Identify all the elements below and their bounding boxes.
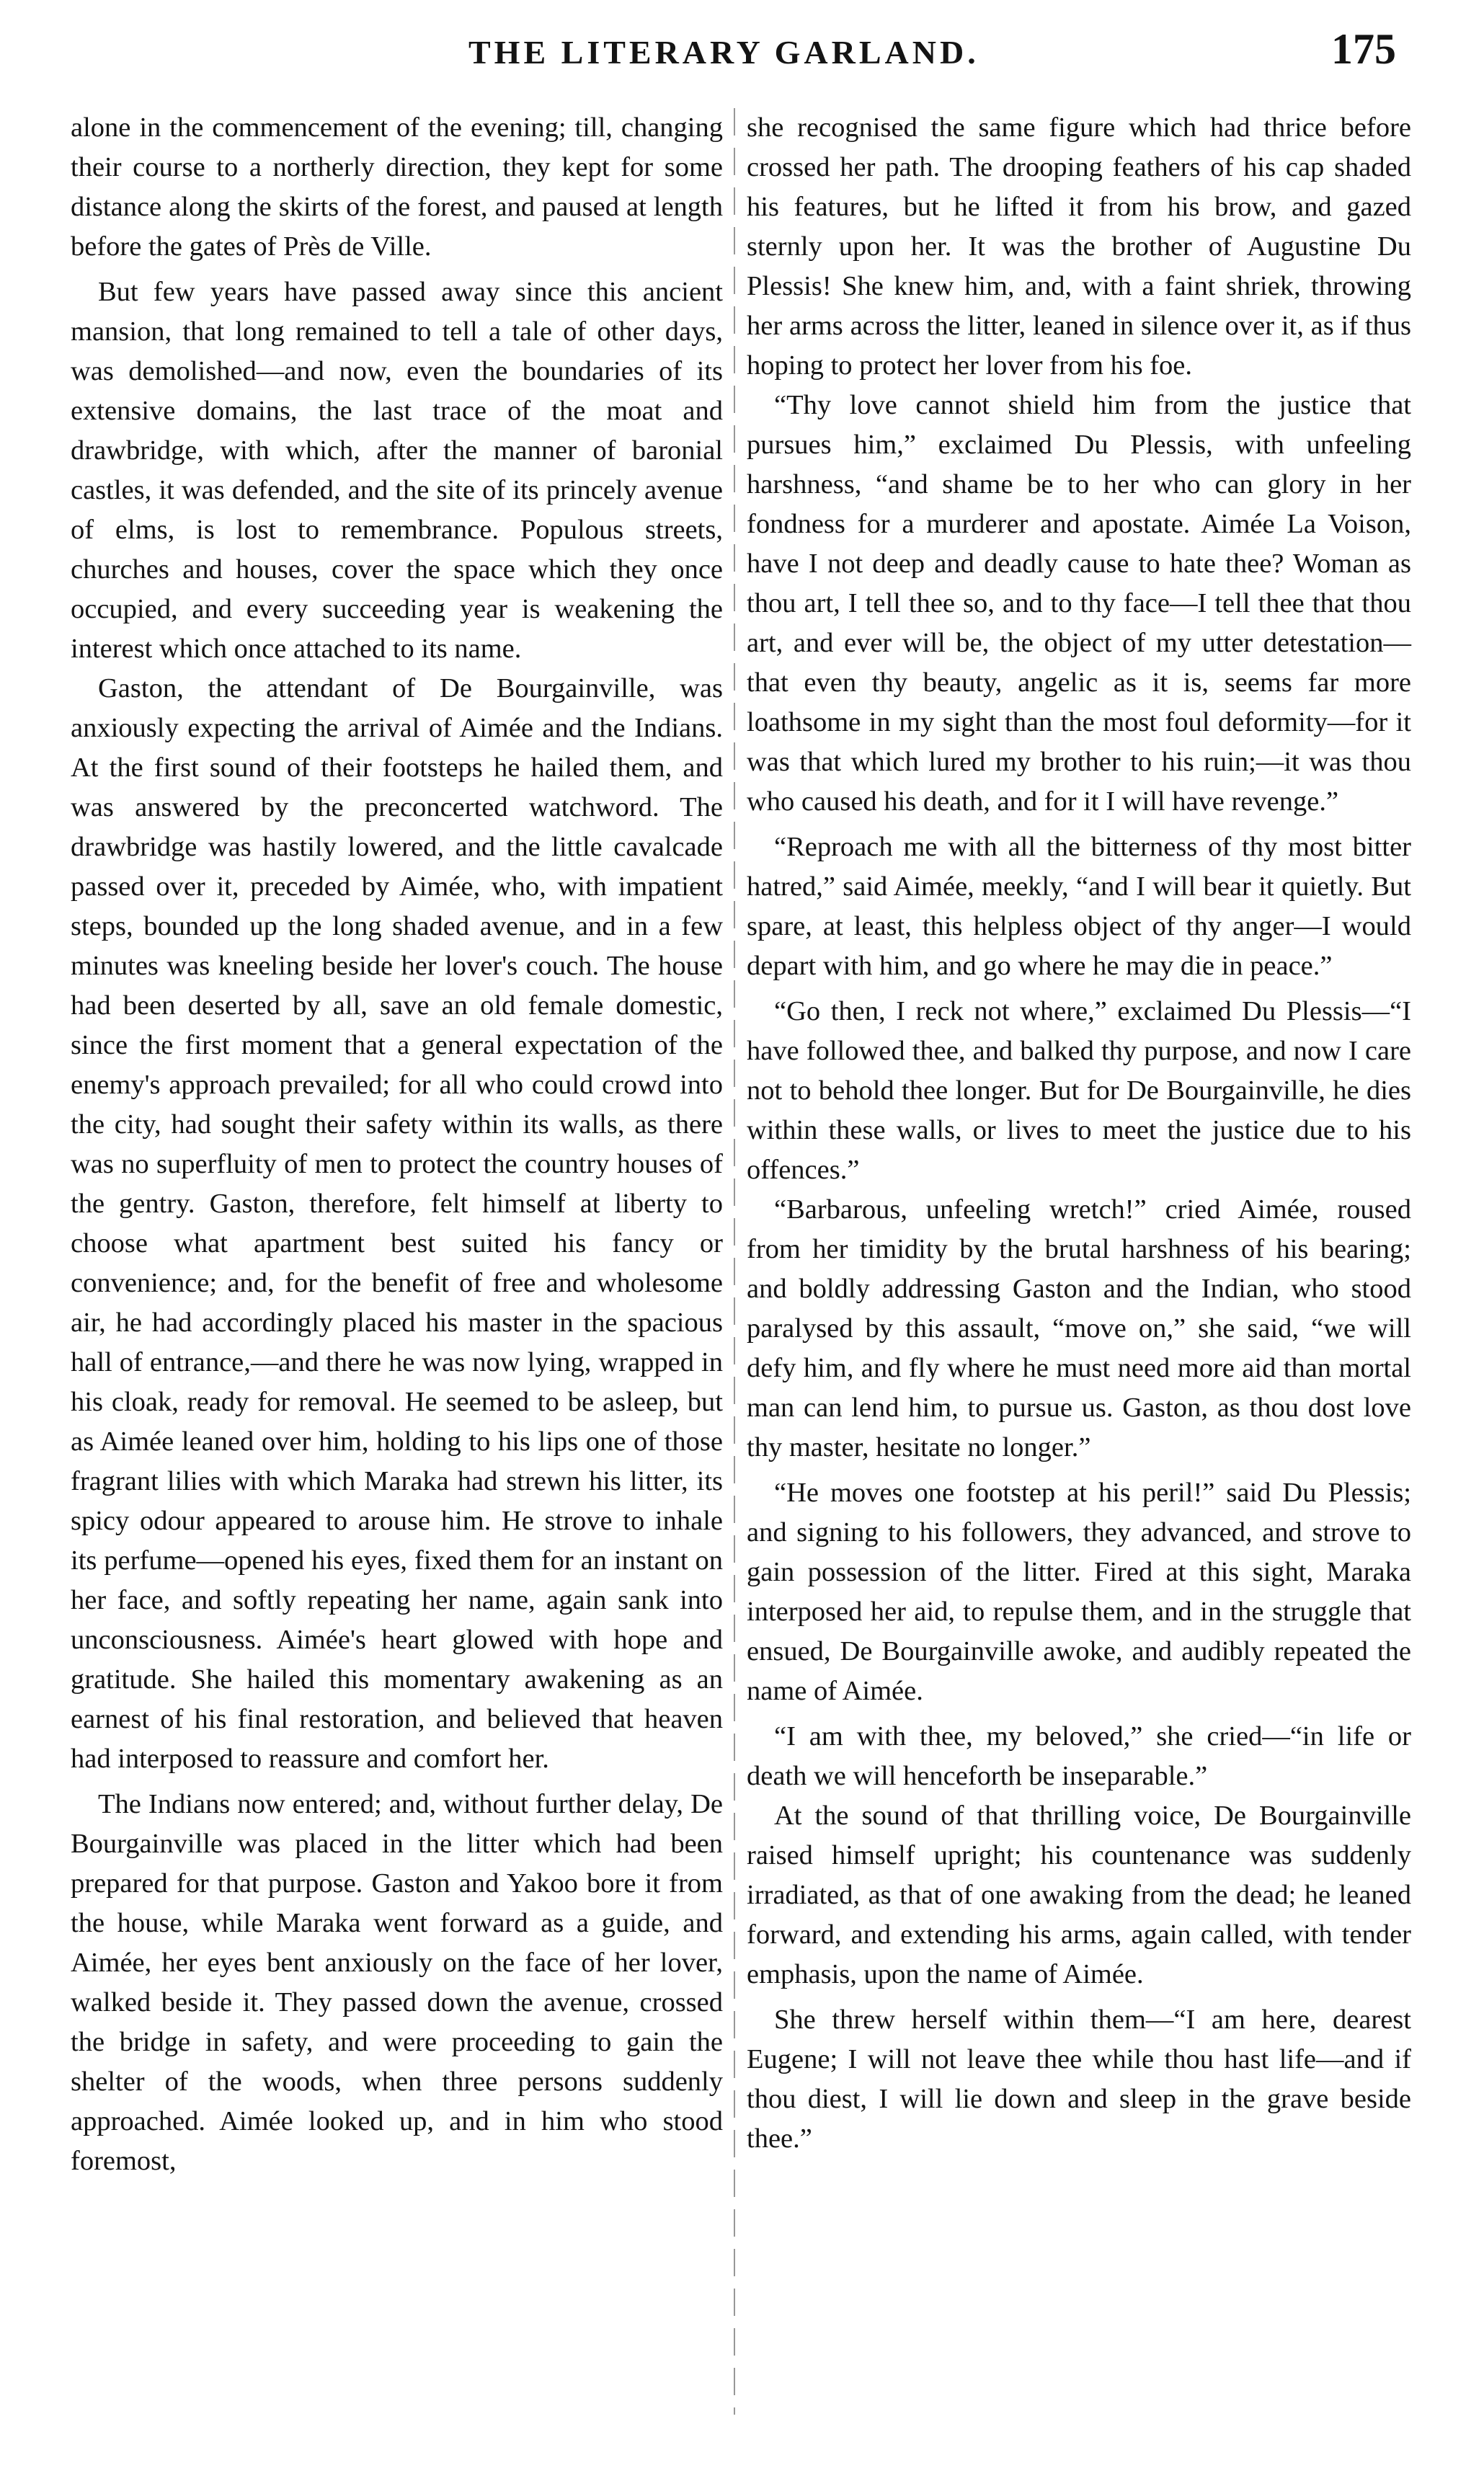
paragraph: Gaston, the attendant of De Bourgainville, was anxiously expecting the arrival of Aimée and the Indians. At the first sound of their footsteps he hailed them, and was answered by the preconcerted watchword. The drawbridge was hastily lowered, and the little cavalcade passed over it, preceded by Aimée, who, with impatient steps, bounded up the long shaded avenue, and in a few minutes was kneeling beside her lover's couch. The house had been deserted by all, save an old female domestic, since the first moment that a general expectation of the enemy's approach prevailed; for all who could crowd into the city, had sought their safety within its walls, as there was no superfluity of men to protect the country houses of the gentry. Gaston, therefore, felt himself at liberty to choose what apartment best suited his fancy or convenience; and, for the benefit of free and wholesome air, he had accordingly placed his master in the spacious hall of entrance,—and there he was now lying, wrapped in his cloak, ready for removal. He seemed to be asleep, but as Aimée leaned over him, holding to his lips one of those fragrant lilies with which Maraka had strewn his litter, its spicy odour appeared to arouse him. He strove to inhale its perfume—opened his eyes, fixed them for an instant on her face, and softly repeating her name, again sank into unconsciousness. Aimée's heart glowed with hope and gratitude. She hailed this momentary awakening as an earnest of his final restoration, and believed that heaven had interposed to reassure and comfort her.	[71, 673, 723, 1774]
paragraph: “He moves one footstep at his peril!” said Du Plessis; and signing to his followers, they advanced, and strove to gain possession of the litter. Fired at this sight, Maraka interposed her aid, to repulse them, and in the struggle that ensued, De Bourgainville awoke, and audibly repeated the name of Aimée.	[747, 1478, 1411, 1706]
column-divider	[734, 108, 735, 2415]
left-column	[71, 108, 723, 2425]
paragraph: At the sound of that thrilling voice, De Bourgainville raised himself upright; his countenance was suddenly irradiated, as that of one awaking from the dead; he leaned forward, and extending his arms, again called, with tender emphasis, upon the name of Aimée.	[747, 1801, 1411, 1989]
page-number: 175	[1331, 25, 1396, 73]
running-title: THE LITERARY GARLAND.	[468, 34, 979, 71]
page-header	[0, 20, 1484, 85]
paragraph: The Indians now entered; and, without further delay, De Bourgainville was placed in the litter which had been prepared for that purpose. Gaston and Yakoo bore it from the house, while Maraka went forward as a guide, and Aimée, her eyes bent anxiously on the face of her lover, walked beside it. They passed down the avenue, crossed the bridge in safety, and were proceeding to gain the shelter of the woods, when three persons suddenly approached. Aimée looked up, and in him who stood foremost,	[71, 1789, 723, 2176]
right-column	[747, 108, 1411, 2425]
paragraph: “I am with thee, my beloved,” she cried—“in life or death we will henceforth be inseparable.”	[747, 1721, 1411, 1791]
paragraph: alone in the commencement of the evening; till, changing their course to a northerly direction, they kept for some distance along the skirts of the forest, and paused at length before the gates of Près de Ville.	[71, 112, 723, 262]
paragraph: she recognised the same figure which had thrice before crossed her path. The drooping feathers of his cap shaded his features, but he lifted it from his brow, and gazed sternly upon her. It was the brother of Augustine Du Plessis! She knew him, and, with a faint shriek, throwing her arms across the litter, leaned in silence over it, as if thus hoping to protect her lover from his foe.	[747, 112, 1411, 381]
paragraph: “Barbarous, unfeeling wretch!” cried Aimée, roused from her timidity by the brutal harshness of his bearing; and boldly addressing Gaston and the Indian, who stood paralysed by this assault, “move on,” she said, “we will defy him, and fly where he must need more aid than mortal man can lend him, to pursue us. Gaston, as thou dost love thy master, hesitate no longer.”	[747, 1194, 1411, 1462]
paragraph: “Thy love cannot shield him from the justice that pursues him,” exclaimed Du Plessis, with unfeeling harshness, “and shame be to her who can glory in her fondness for a murderer and apostate. Aimée La Voison, have I not deep and deadly cause to hate thee? Woman as thou art, I tell thee so, and to thy face—I tell thee that thou art, and ever will be, the object of my utter detestation—that even thy beauty, angelic as it is, seems far more loathsome in my sight than the most foul deformity—for it was that which lured my brother to his ruin;—it was thou who caused his death, and for it I will have revenge.”	[747, 390, 1411, 817]
paragraph: But few years have passed away since this ancient mansion, that long remained to tell a tale of other days, was demolished—and now, even the boundaries of its extensive domains, the last trace of the moat and drawbridge, with which, after the manner of baronial castles, it was defended, and the site of its princely avenue of elms, is lost to remembrance. Populous streets, churches and houses, cover the space which they once occupied, and every succeeding year is weakening the interest which once attached to its name.	[71, 277, 723, 664]
paragraph: “Go then, I reck not where,” exclaimed Du Plessis—“I have followed thee, and balked thy purpose, and now I care not to behold thee longer. But for De Bourgainville, he dies within these walls, or lives to meet the justice due to his offences.”	[747, 996, 1411, 1185]
paragraph: “Reproach me with all the bitterness of thy most bitter hatred,” said Aimée, meekly, “and I will bear it quietly. But spare, at least, this helpless object of thy anger—I would depart with him, and go where he may die in peace.”	[747, 832, 1411, 981]
paragraph: She threw herself within them—“I am here, dearest Eugene; I will not leave thee while thou hast life—and if thou diest, I will lie down and sleep in the grave beside thee.”	[747, 2005, 1411, 2154]
